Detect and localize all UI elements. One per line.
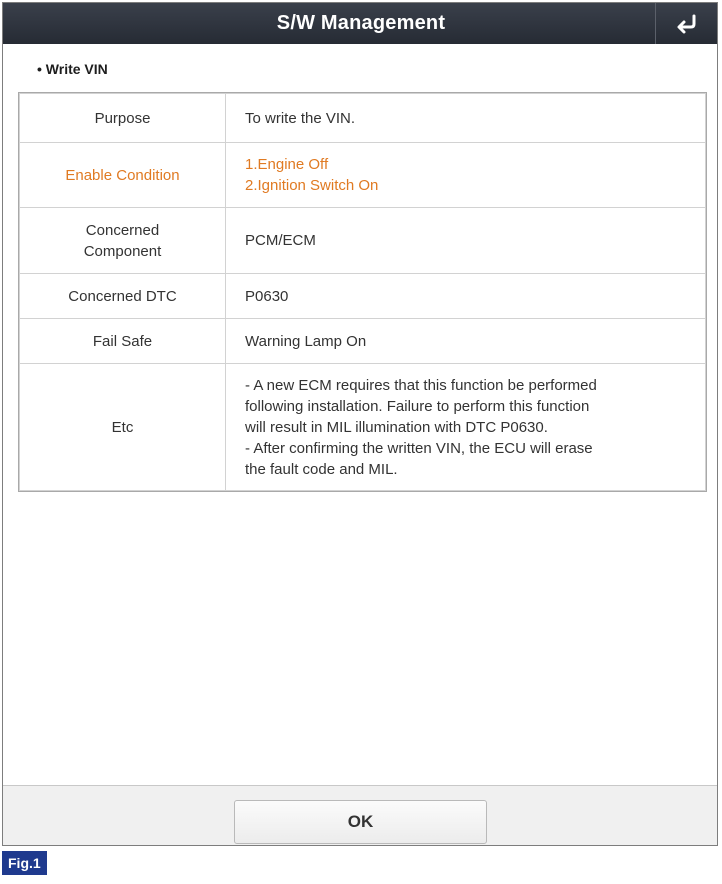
row-value: 1.Engine Off 2.Ignition Switch On [226, 143, 706, 208]
row-value: Warning Lamp On [226, 319, 706, 364]
dialog-footer [3, 785, 717, 846]
table-row [20, 94, 706, 143]
dialog-title: S/W Management [276, 12, 446, 34]
row-value: PCM/ECM [226, 208, 706, 274]
return-arrow-icon [674, 13, 700, 35]
row-value: To write the VIN. [226, 94, 706, 143]
table-row [20, 274, 706, 319]
row-label: Concerned Component [20, 208, 226, 274]
row-label: Enable Condition [20, 143, 226, 208]
table-row [20, 319, 706, 364]
sw-management-dialog [2, 2, 718, 846]
row-value: - A new ECM requires that this function be performed following installation. Failure to perform this function will result in MIL illumination with DTC P0630. - After confirming the written VIN, the ECU will erase the fault code and MIL. [226, 364, 706, 491]
back-button[interactable] [655, 3, 717, 44]
row-value: P0630 [226, 274, 706, 319]
row-label: Fail Safe [20, 319, 226, 364]
info-table [18, 92, 707, 492]
table-row [20, 143, 706, 208]
figure-label: Fig.1 [2, 851, 47, 875]
table-row [20, 364, 706, 491]
section-title: • Write VIN [37, 61, 108, 77]
table-row [20, 208, 706, 274]
row-label: Etc [20, 364, 226, 491]
row-label: Purpose [20, 94, 226, 143]
row-label: Concerned DTC [20, 274, 226, 319]
ok-button[interactable]: OK [234, 800, 487, 844]
title-bar [3, 3, 717, 44]
